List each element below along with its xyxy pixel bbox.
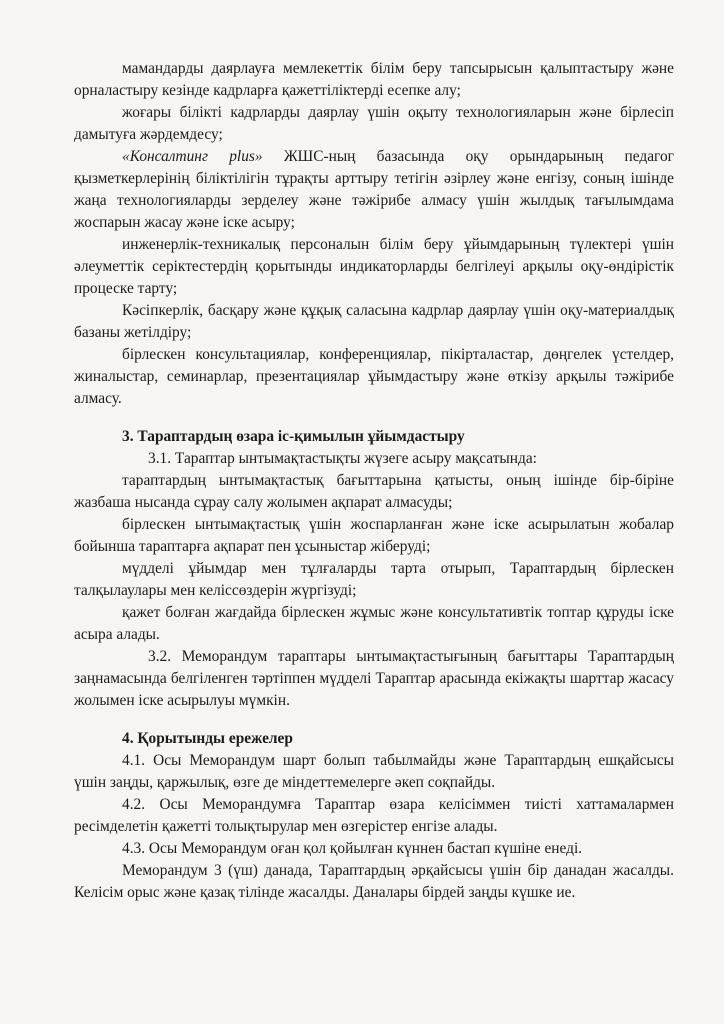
paragraph: мамандарды даярлауға мемлекеттік білім беру тапсырысын қалыптастыру және орналастыру кезінде кадрларға қажеттіліктерді есепке алу; [74,60,674,99]
document-body [74,58,674,904]
section-heading: 3. Тараптардың өзара іс-қимылын ұйымдастыру [122,428,465,445]
paragraph: Кәсіпкерлік, басқару және құқық саласына кадрлар даярлау үшін оқу-материалдық базаны жетілдіру; [74,302,674,341]
paragraph: бірлескен ынтымақтастық үшін жоспарланған және іске асырылатын жобалар бойынша тараптарға ақпарат пен ұсыныстар жіберуді; [74,516,674,555]
paragraph: Меморандум 3 (үш) данада, Тараптардың әрқайсысы үшін бір данадан жасалды. Келісім орыс және қазақ тілінде жасалды. Даналары бірдей заңды күшке ие. [74,862,674,901]
paragraph: 4.1. Осы Меморандум шарт болып табылмайды және Тараптардың ешқайсысы үшін заңды, қаржылық, өзге де міндеттемелерге әкеп соқпайды. [74,752,674,791]
paragraph: бірлескен консультациялар, конференциялар, пікірталастар, дөңгелек үстелдер, жиналыстар, семинарлар, презентациялар ұйымдастыру және өткізу арқылы тәжірибе алмасу. [74,346,674,407]
paragraph: 4.2. Осы Меморандумға Тараптар өзара келісіммен тиісті хаттамалармен ресімделетін қажетті толықтырулар мен өзгерістер енгізе алады. [74,796,674,835]
paragraph: инженерлік-техникалық персоналын білім беру ұйымдарының түлектері үшін әлеуметтік серіктестердің қорытынды индикаторларды белгілеуі арқылы оқу-өндірістік процеске тарту; [74,236,674,297]
paragraph: 3.1. Тараптар ынтымақтастықты жүзеге асыру мақсатында: [148,450,537,467]
section-heading: 4. Қорытынды ережелер [122,730,293,747]
paragraph: жоғары білікті кадрларды даярлау үшін оқыту технологияларын және бірлесіп дамытуға жәрдемдесу; [74,104,674,143]
paragraph: қажет болған жағдайда бірлескен жұмыс және консультативтік топтар құруды іске асыра алады. [74,604,674,643]
paragraph-text: ЖШС-ның базасында оқу орындарының педагог қызметкерлерінің біліктілігін тұрақты арттыру тетігін әзірлеу және енгізу, соның ішінде жаңа технологияларды зерделеу және тәжірибе алмасу үшін жылдық тағылымдама жоспарын жасау және іске асыру; [74,148,674,231]
paragraph: мүдделі ұйымдар мен тұлғаларды тарта отырып, Тараптардың бірлескен талқылаулары мен келіссөздерін жүргізуді; [74,560,674,599]
paragraph: 3.2. Меморандум тараптары ынтымақтастығының бағыттары Тараптардың заңнамасында белгіленген тәртіппен мүдделі Тараптар арасында екіжақты шарттар жасасу жолымен іске асырылуы мүмкін. [74,648,674,709]
paragraph: 4.3. Осы Меморандум оған қол қойылған күннен бастап күшіне енеді. [122,840,583,857]
paragraph-konsalting [74,146,674,234]
paragraph: тараптардың ынтымақтастық бағыттарына қатысты, оның ішінде бір-біріне жазбаша нысанда сұрау салу жолымен ақпарат алмасуды; [74,472,674,511]
company-name: «Консалтинг plus» [122,148,263,165]
